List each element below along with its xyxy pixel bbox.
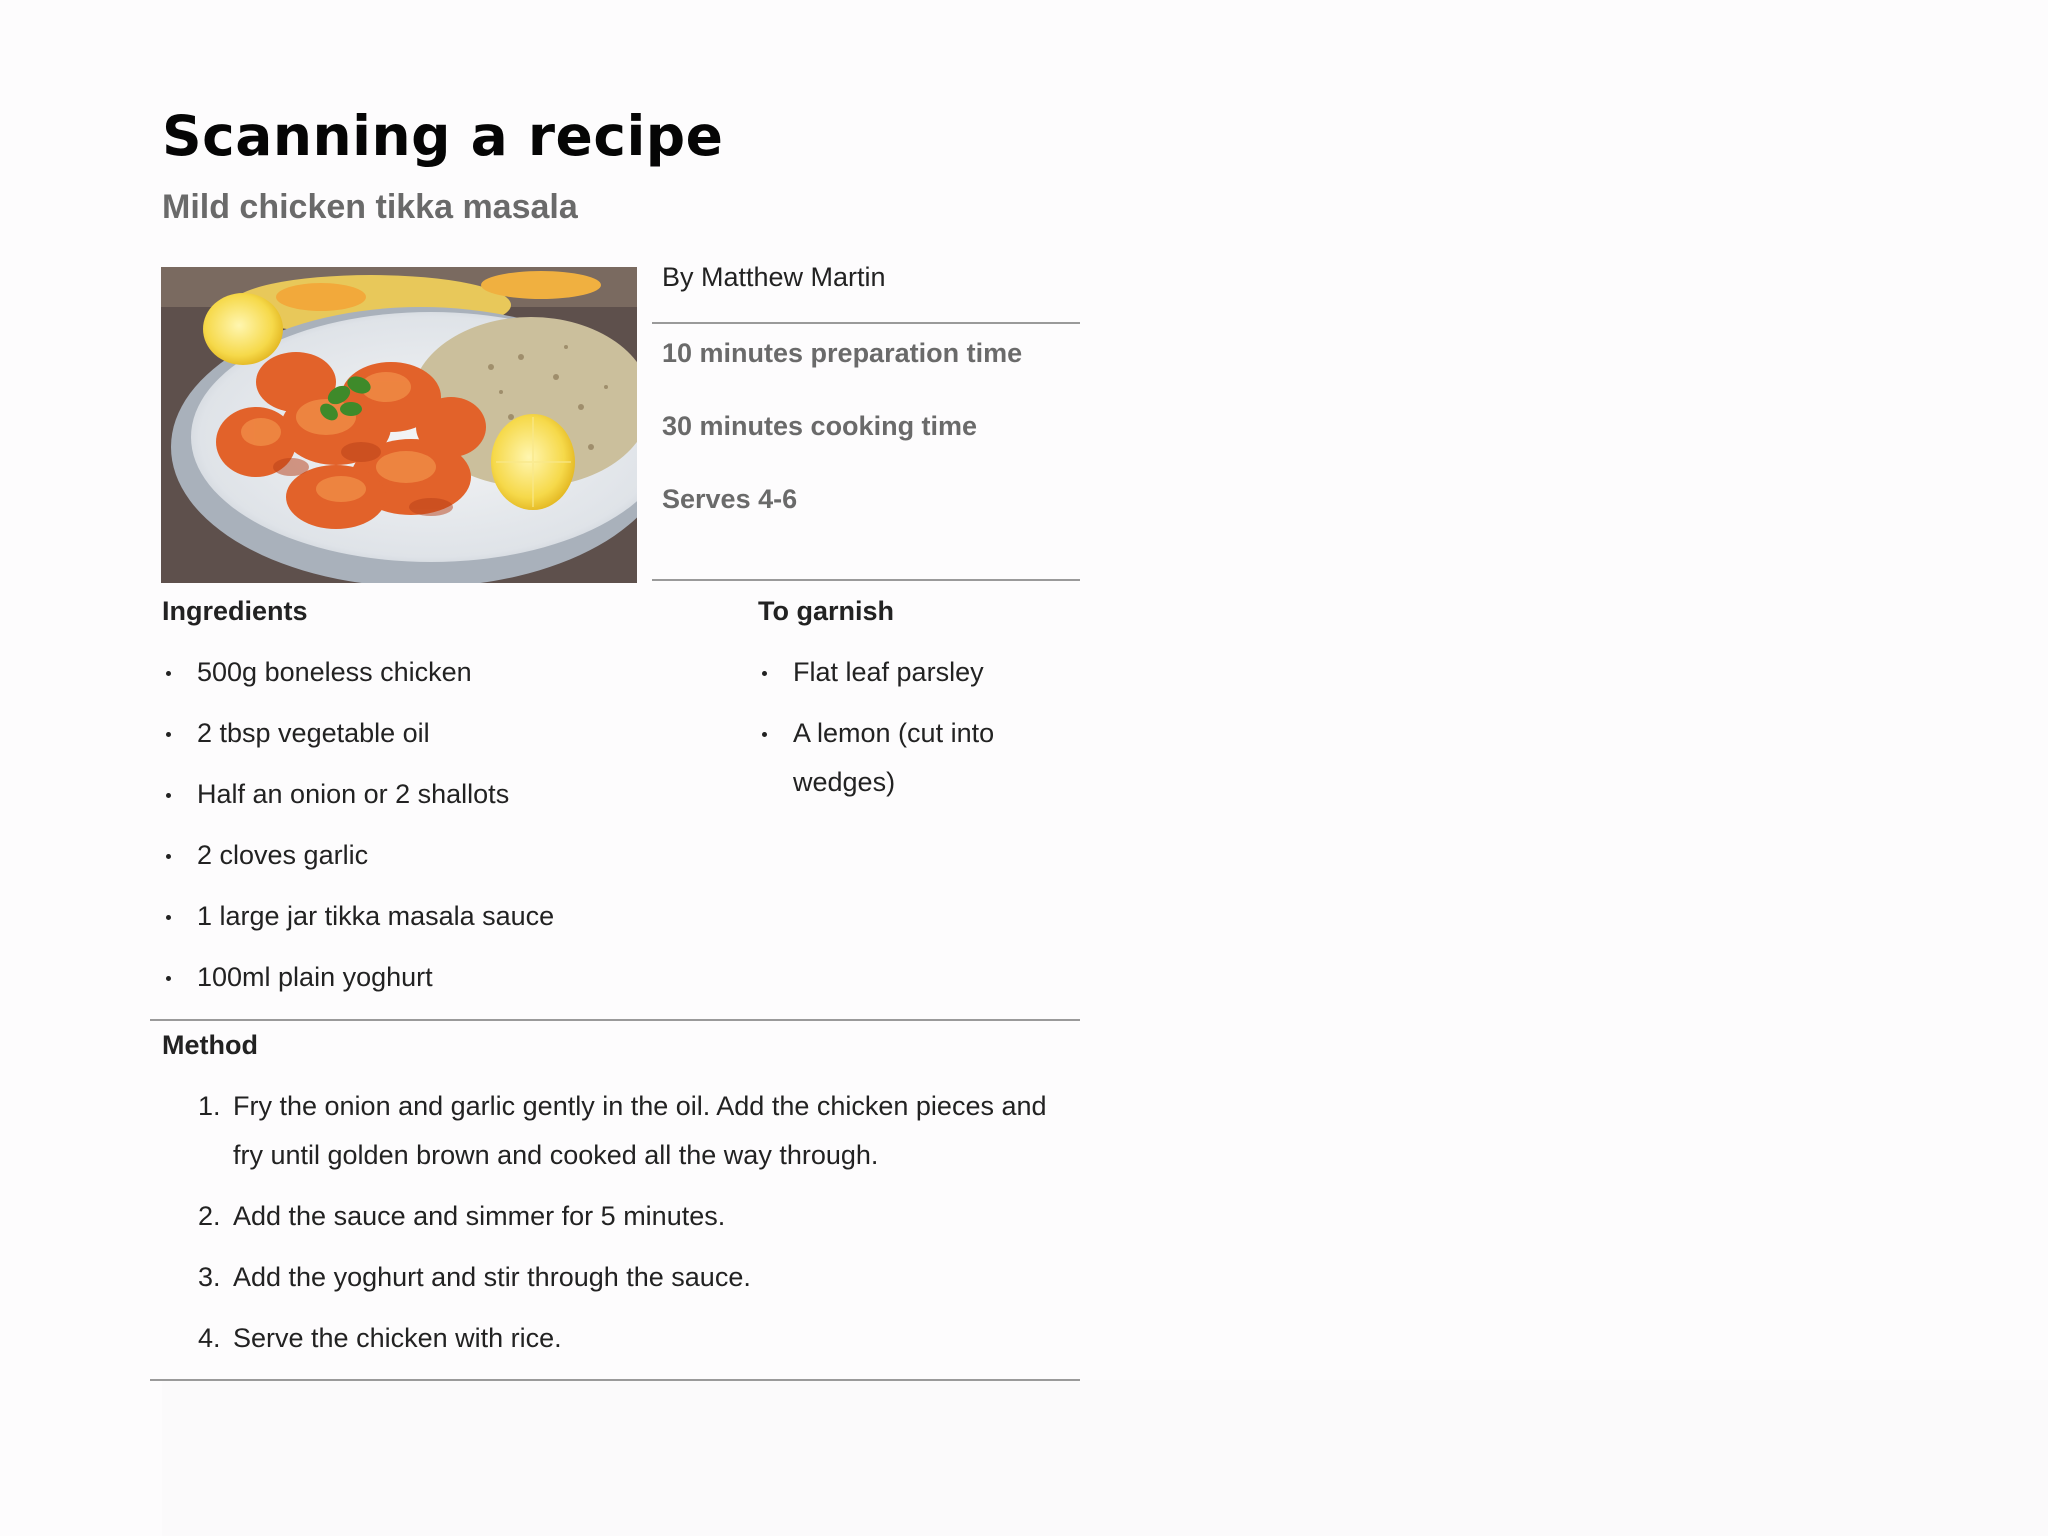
method-step [198,1192,1058,1241]
garnish-heading: To garnish [758,596,895,626]
step-number: 1. [198,1091,221,1121]
page-background [162,1380,2048,1536]
prep-time: 10 minutes preparation time [662,338,1023,368]
method-heading: Method [162,1030,258,1060]
method-steps [198,1082,1058,1375]
method-step [198,1314,1058,1363]
list-item: A lemon (cut into wedges) [758,709,1028,807]
list-item: 1 large jar tikka masala sauce [162,892,642,953]
step-text: Add the sauce and simmer for 5 minutes. [233,1201,726,1231]
list-item: Half an onion or 2 shallots [162,770,642,831]
recipe-name: Mild chicken tikka masala [162,188,578,226]
step-text: Fry the onion and garlic gently in the oil. Add the chicken pieces and fry until golden brown and cooked all the way through. [233,1091,1047,1170]
divider-meta [652,579,1080,581]
divider-top [652,322,1080,324]
servings: Serves 4-6 [662,484,798,514]
list-item: Flat leaf parsley [758,648,1028,709]
step-text: Add the yoghurt and stir through the sauce. [233,1262,751,1292]
ingredients-list [162,648,642,1014]
list-item: 500g boneless chicken [162,648,642,709]
list-item: 100ml plain yoghurt [162,953,642,1014]
step-number: 3. [198,1262,221,1292]
recipe-author: By Matthew Martin [662,262,886,292]
method-step [198,1253,1058,1302]
step-text: Serve the chicken with rice. [233,1323,562,1353]
page-title: Scanning a recipe [162,104,724,168]
step-number: 4. [198,1323,221,1353]
recipe-photo [161,267,637,583]
ingredients-heading: Ingredients [162,596,308,626]
divider-method [150,1019,1080,1021]
list-item: 2 tbsp vegetable oil [162,709,642,770]
list-item: 2 cloves garlic [162,831,642,892]
step-number: 2. [198,1201,221,1231]
garnish-list [758,648,1028,807]
method-step [198,1082,1058,1180]
chicken-tikka-dish-image [161,267,637,583]
cook-time: 30 minutes cooking time [662,411,978,441]
divider-bottom [150,1379,1080,1381]
